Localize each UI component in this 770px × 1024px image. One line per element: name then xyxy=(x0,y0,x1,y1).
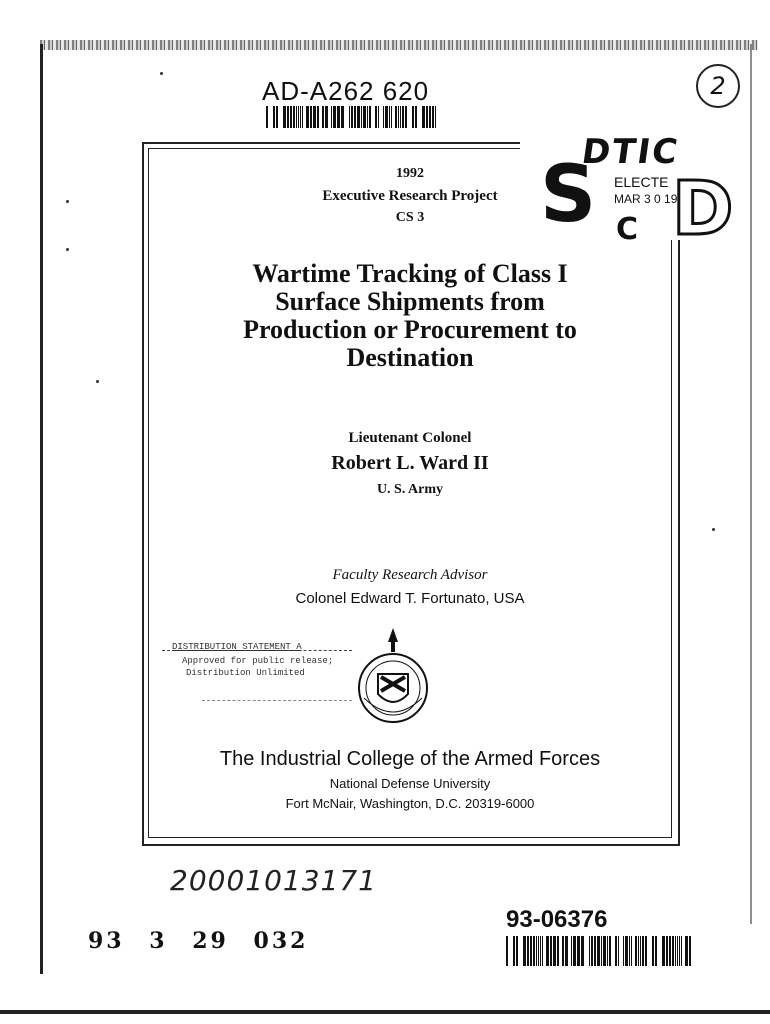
right-margin-rule xyxy=(750,44,752,924)
barcode-bar xyxy=(569,936,570,966)
barcode-bar xyxy=(363,106,366,128)
scan-speck xyxy=(66,248,69,251)
bottom-margin-rule xyxy=(0,1010,770,1014)
barcode-bar xyxy=(615,936,617,966)
scan-speck xyxy=(96,380,99,383)
left-margin-rule xyxy=(40,44,43,974)
barcode-bar xyxy=(300,106,301,128)
barcode-bar xyxy=(400,106,401,128)
barcode-bar xyxy=(562,936,564,966)
barcode-bar xyxy=(677,936,678,966)
barcode-bar xyxy=(389,106,390,128)
barcode-bar xyxy=(372,106,374,128)
barcode-bar xyxy=(662,936,665,966)
ndu-seal-icon xyxy=(354,628,432,724)
document-barcode xyxy=(506,936,691,966)
barcode-bar xyxy=(320,106,321,128)
barcode-bar xyxy=(591,936,593,966)
barcode-bar xyxy=(638,936,639,966)
ad-accession-number: AD-A262 620 xyxy=(262,76,430,106)
ad-barcode xyxy=(266,106,436,128)
university-name: National Defense University xyxy=(329,776,491,791)
barcode-bar xyxy=(349,106,350,128)
distribution-line-2: Approved for public release; xyxy=(182,656,334,666)
report-program: Executive Research Project xyxy=(322,188,498,204)
barcode-bar xyxy=(594,936,596,966)
barcode-bar xyxy=(317,106,319,128)
barcode-bar xyxy=(276,106,278,128)
barcode-bar xyxy=(415,106,417,128)
barcode-bar xyxy=(589,936,590,966)
barcode-bar xyxy=(402,106,404,128)
barcode-bar xyxy=(603,936,606,966)
barcode-bar xyxy=(658,936,661,966)
barcode-bar xyxy=(652,936,654,966)
barcode-bar xyxy=(383,106,384,128)
barcode-bar xyxy=(685,936,688,966)
barcode-bar xyxy=(351,106,353,128)
scan-noise-bar xyxy=(40,40,758,50)
barcode-bar xyxy=(418,106,421,128)
barcode-bar xyxy=(679,936,680,966)
report-code: CS 3 xyxy=(395,210,425,225)
barcode-bar xyxy=(544,936,545,966)
barcode-bar xyxy=(642,936,644,966)
barcode-bar xyxy=(367,106,368,128)
barcode-bar xyxy=(378,106,379,128)
barcode-bar xyxy=(675,936,676,966)
barcode-bar xyxy=(655,936,657,966)
barcode-bar xyxy=(304,106,305,128)
barcode-bar xyxy=(354,106,356,128)
barcode-bar xyxy=(361,106,362,128)
scan-speck xyxy=(160,72,163,75)
barcode-bar xyxy=(306,106,309,128)
barcode-bar xyxy=(669,936,671,966)
barcode-bar xyxy=(293,106,295,128)
barcode-bar xyxy=(369,106,371,128)
barcode-bar xyxy=(269,106,272,128)
barcode-bar xyxy=(581,936,584,966)
date-code: 93 3 29 032 xyxy=(88,928,309,954)
barcode-bar xyxy=(618,936,619,966)
document-number: 93-06376 xyxy=(506,906,608,933)
barcode-bar xyxy=(296,106,297,128)
barcode-bar xyxy=(540,936,541,966)
barcode-bar xyxy=(623,936,624,966)
barcode-bar xyxy=(536,936,537,966)
barcode-bar xyxy=(620,936,622,966)
advisor-role: Faculty Research Advisor xyxy=(332,567,488,583)
barcode-bar xyxy=(408,106,411,128)
barcode-bar xyxy=(298,106,299,128)
barcode-bar xyxy=(302,106,303,128)
barcode-bar xyxy=(341,106,344,128)
advisor-name: Colonel Edward T. Fortunato, USA xyxy=(295,590,525,607)
barcode-bar xyxy=(542,936,543,966)
barcode-bar xyxy=(519,936,522,966)
scan-speck xyxy=(712,528,715,531)
barcode-bar xyxy=(429,106,431,128)
barcode-bar xyxy=(329,106,330,128)
barcode-bar xyxy=(612,936,614,966)
handwritten-number: 20001013171 xyxy=(170,864,377,897)
author-name: Robert L. Ward II xyxy=(331,452,489,474)
barcode-bar xyxy=(393,106,394,128)
barcode-bar xyxy=(533,936,535,966)
barcode-bar xyxy=(633,936,634,966)
barcode-bar xyxy=(530,936,532,966)
barcode-bar xyxy=(391,106,392,128)
barcode-bar xyxy=(509,936,512,966)
barcode-bar xyxy=(645,936,647,966)
barcode-bar xyxy=(506,936,508,966)
barcode-bar xyxy=(273,106,275,128)
barcode-bar xyxy=(527,936,529,966)
stamp-date: MAR 3 0 199 xyxy=(614,192,685,206)
barcode-bar xyxy=(283,106,286,128)
stamp-letter-d: D xyxy=(672,166,734,252)
barcode-bar xyxy=(331,106,332,128)
barcode-bar xyxy=(432,106,434,128)
author-rank: Lieutenant Colonel xyxy=(348,430,472,446)
barcode-bar xyxy=(333,106,336,128)
barcode-bar xyxy=(625,936,628,966)
barcode-bar xyxy=(313,106,316,128)
report-year: 1992 xyxy=(396,166,424,181)
barcode-bar xyxy=(345,106,348,128)
title-line: Wartime Tracking of Class I xyxy=(252,259,568,288)
barcode-bar xyxy=(523,936,526,966)
barcode-bar xyxy=(513,936,515,966)
stamp-letter-s: S xyxy=(540,150,597,240)
title-line: Production or Procurement to xyxy=(243,315,577,344)
barcode-bar xyxy=(681,936,682,966)
barcode-bar xyxy=(640,936,641,966)
barcode-bar xyxy=(290,106,292,128)
barcode-bar xyxy=(565,936,568,966)
corner-handwritten-mark: 2 xyxy=(696,64,740,108)
report-title xyxy=(160,260,660,372)
barcode-bar xyxy=(385,106,388,128)
barcode-bar xyxy=(398,106,399,128)
barcode-bar xyxy=(597,936,600,966)
barcode-bar xyxy=(279,106,282,128)
barcode-bar xyxy=(337,106,340,128)
barcode-bar xyxy=(375,106,377,128)
barcode-bar xyxy=(325,106,328,128)
barcode-bar xyxy=(573,936,576,966)
title-line: Destination xyxy=(346,343,474,372)
barcode-bar xyxy=(380,106,382,128)
barcode-bar xyxy=(557,936,559,966)
barcode-bar xyxy=(683,936,684,966)
distribution-statement xyxy=(162,642,352,702)
barcode-bar xyxy=(666,936,668,966)
institution-address: Fort McNair, Washington, D.C. 20319-6000 xyxy=(285,796,535,811)
barcode-bar xyxy=(266,106,268,128)
barcode-bar xyxy=(546,936,549,966)
barcode-bar xyxy=(322,106,324,128)
barcode-bar xyxy=(395,106,397,128)
barcode-bar xyxy=(405,106,407,128)
barcode-bar xyxy=(648,936,651,966)
barcode-bar xyxy=(607,936,608,966)
college-name: The Industrial College of the Armed Forces xyxy=(219,748,601,770)
barcode-bar xyxy=(672,936,674,966)
barcode-bar xyxy=(538,936,539,966)
barcode-bar xyxy=(585,936,588,966)
scan-speck xyxy=(66,200,69,203)
barcode-bar xyxy=(287,106,289,128)
barcode-bar xyxy=(357,106,360,128)
barcode-bar xyxy=(553,936,556,966)
barcode-bar xyxy=(435,106,436,128)
barcode-bar xyxy=(550,936,552,966)
barcode-bar xyxy=(422,106,425,128)
distribution-line-1: DISTRIBUTION STATEMENT A xyxy=(172,642,302,652)
author-service: U. S. Army xyxy=(376,482,444,497)
barcode-bar xyxy=(310,106,312,128)
title-line: Surface Shipments from xyxy=(275,287,545,316)
stamp-electe: ELECTE xyxy=(614,174,669,190)
barcode-bar xyxy=(689,936,691,966)
barcode-bar xyxy=(516,936,518,966)
stamp-letter-c: C xyxy=(616,212,639,247)
barcode-bar xyxy=(412,106,414,128)
barcode-bar xyxy=(609,936,611,966)
barcode-bar xyxy=(560,936,561,966)
barcode-bar xyxy=(426,106,428,128)
barcode-bar xyxy=(629,936,630,966)
distribution-line-3: Distribution Unlimited xyxy=(186,668,305,678)
dtic-stamp-agency: DTIC xyxy=(579,132,682,172)
barcode-bar xyxy=(571,936,572,966)
barcode-bar xyxy=(635,936,637,966)
barcode-bar xyxy=(601,936,602,966)
barcode-bar xyxy=(631,936,632,966)
barcode-bar xyxy=(577,936,580,966)
